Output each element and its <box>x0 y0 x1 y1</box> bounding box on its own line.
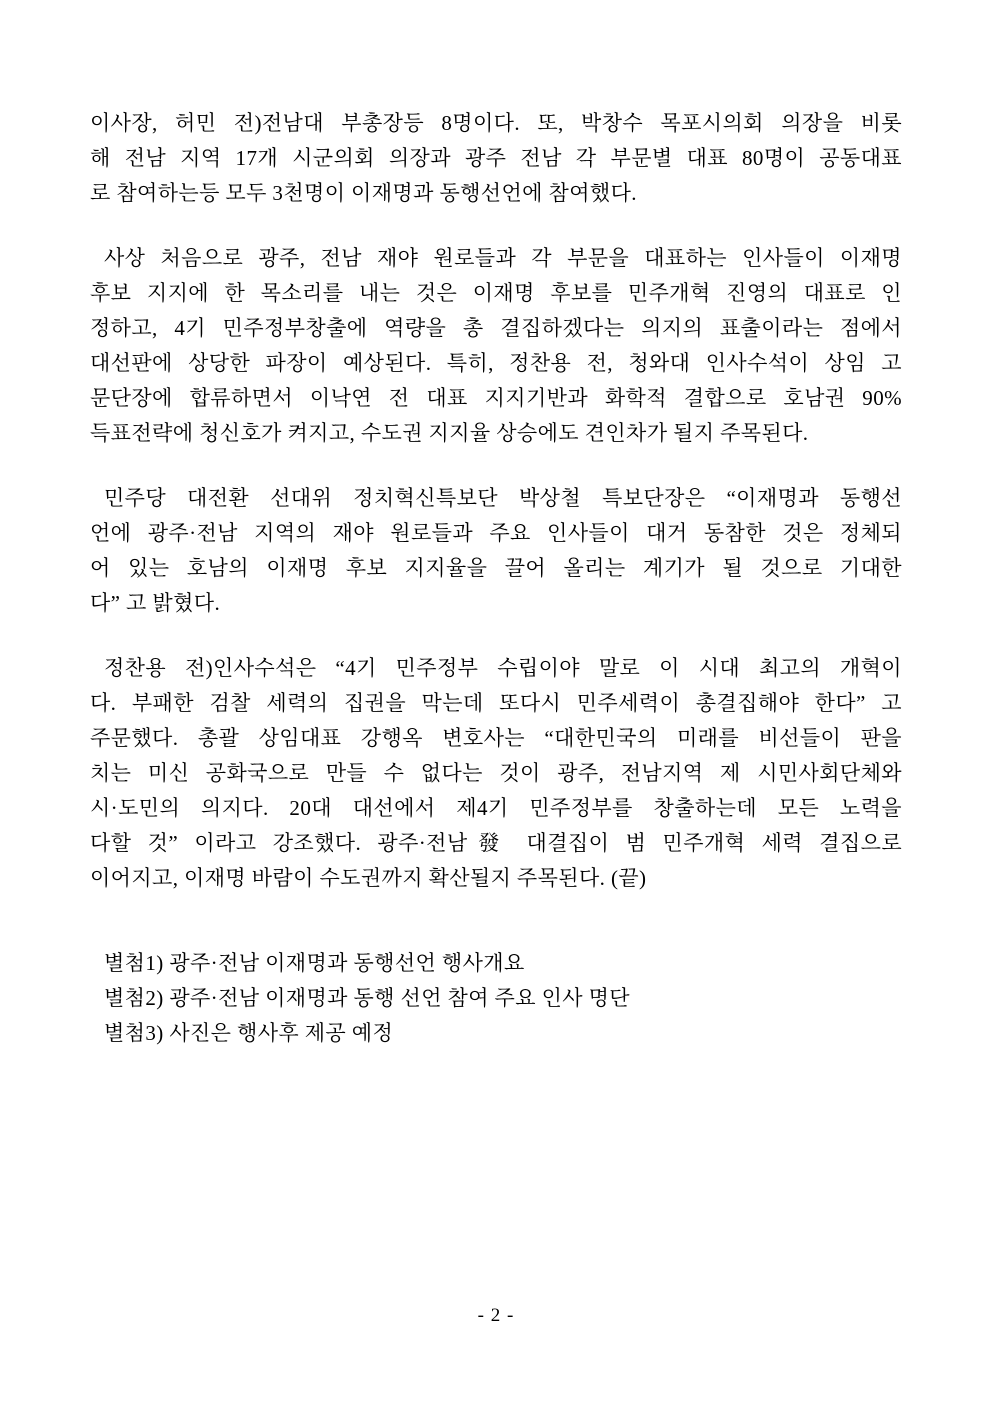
text-line: 다” 고 밝혔다. <box>90 591 221 615</box>
text-line: 언에 광주·전남 지역의 재야 원로들과 주요 인사들이 대거 동참한 것은 정체되 <box>90 521 902 545</box>
paragraph <box>90 106 902 211</box>
text-line: 주문했다. 총괄 상임대표 강행옥 변호사는 “대한민국의 미래를 비선들이 판을 <box>90 726 902 750</box>
text-line: 정하고, 4기 민주정부창출에 역량을 총 결집하겠다는 의지의 표출이라는 점에서 <box>90 316 902 340</box>
text-line: 정찬용 전)인사수석은 “4기 민주정부 수립이야 말로 이 시대 최고의 개혁이 <box>104 656 902 680</box>
text-line: 어 있는 호남의 이재명 후보 지지율을 끌어 올리는 계기가 될 것으로 기대한 <box>90 556 902 580</box>
text-line: 득표전략에 청신호가 켜지고, 수도권 지지율 상승에도 견인차가 될지 주목된다. <box>90 421 809 445</box>
text-line: 민주당 대전환 선대위 정치혁신특보단 박상철 특보단장은 “이재명과 동행선 <box>104 486 902 510</box>
page-number: - 2 - <box>477 1305 515 1326</box>
attachment-list <box>90 946 902 1051</box>
text-line: 다할 것” 이라고 강조했다. 광주·전남發 대결집이 범 민주개혁 세력 결집으로 <box>90 831 902 855</box>
text-line: 시·도민의 의지다. 20대 대선에서 제4기 민주정부를 창출하는데 모든 노력을 <box>90 796 902 820</box>
text-line: 이사장, 허민 전)전남대 부총장등 8명이다. 또, 박창수 목포시의회 의장을 비롯 <box>90 111 902 135</box>
text-line: 해 전남 지역 17개 시군의회 의장과 광주 전남 각 부문별 대표 80명이 공동대표 <box>90 146 902 170</box>
text-line: 후보 지지에 한 목소리를 내는 것은 이재명 후보를 민주개혁 진영의 대표로 인 <box>90 281 902 305</box>
paragraph <box>90 241 902 451</box>
paragraph <box>90 651 902 896</box>
text-line: 다. 부패한 검찰 세력의 집권을 막는데 또다시 민주세력이 총결집해야 한다” 고 <box>90 691 902 715</box>
text-line: 이어지고, 이재명 바람이 수도권까지 확산될지 주목된다. (끝) <box>90 866 647 890</box>
attachment-item: 별첨2) 광주·전남 이재명과 동행 선언 참여 주요 인사 명단 <box>104 986 630 1010</box>
text-line: 문단장에 합류하면서 이낙연 전 대표 지지기반과 화학적 결합으로 호남권 90% <box>90 386 902 410</box>
text-line: 치는 미신 공화국으로 만들 수 없다는 것이 광주, 전남지역 제 시민사회단체와 <box>90 761 902 785</box>
text-line: 로 참여하는등 모두 3천명이 이재명과 동행선언에 참여했다. <box>90 181 637 205</box>
text-line: 사상 처음으로 광주, 전남 재야 원로들과 각 부문을 대표하는 인사들이 이재명 <box>104 246 902 270</box>
paragraph <box>90 481 902 621</box>
attachment-item: 별첨1) 광주·전남 이재명과 동행선언 행사개요 <box>104 951 525 975</box>
text-line: 대선판에 상당한 파장이 예상된다. 특히, 정찬용 전, 청와대 인사수석이 상임 고 <box>90 351 902 375</box>
document-body <box>90 106 902 1051</box>
attachment-item: 별첨3) 사진은 행사후 제공 예정 <box>104 1021 394 1045</box>
